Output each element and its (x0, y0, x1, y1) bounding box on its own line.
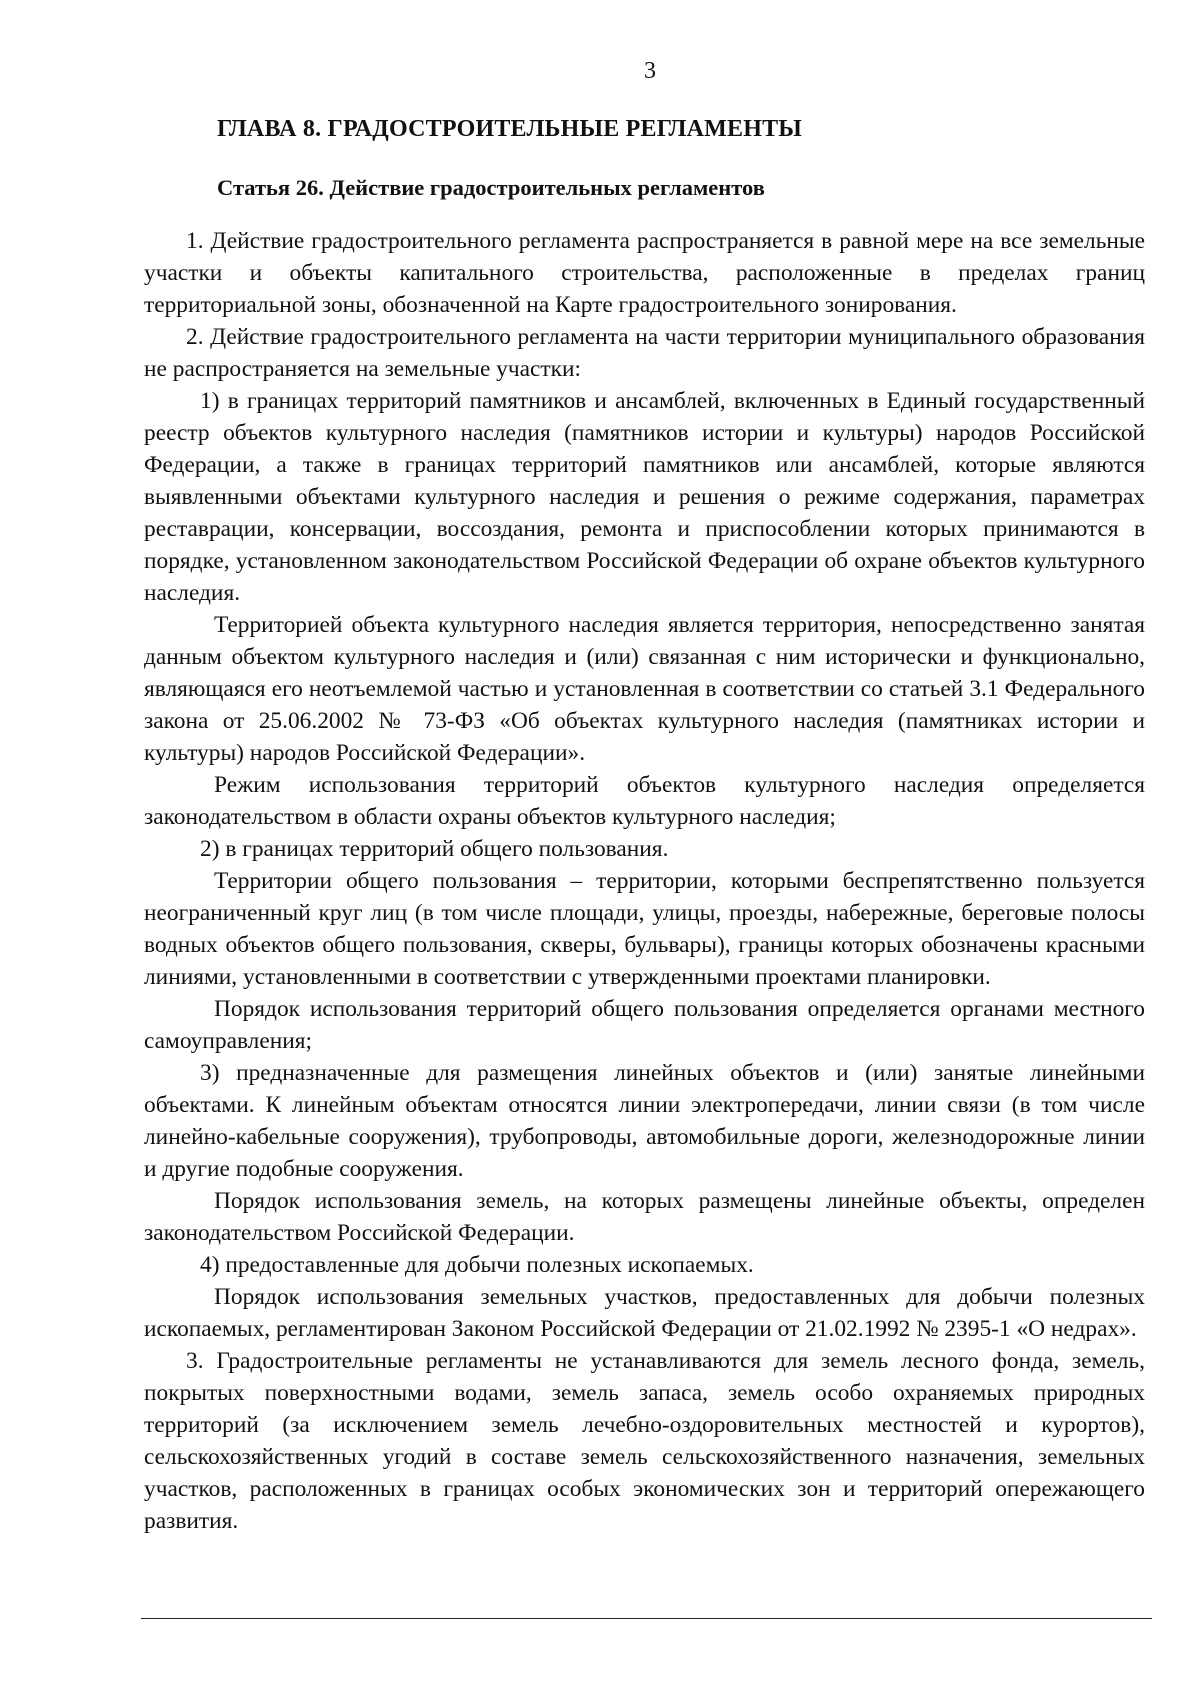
article-title: Статья 26. Действие градостроительных регламентов (217, 175, 765, 200)
paragraph-subclause-2: 2) в границах территорий общего пользования. (200, 836, 669, 862)
paragraph-linear-usage: Порядок использования земель, на которых размещены линейные объекты, определен законодательством Российской Федерации. (144, 1188, 1145, 1246)
paragraph-subclause-3: 3) предназначенные для размещения линейных объектов и (или) занятые линейными объектами. К линейным объектам относятся линии электропередачи, линии связи (в том числе линейно-кабельные сооружения), трубопроводы, автомобильные дороги, железнодорожные линии и другие подобные сооружения. (144, 1060, 1145, 1182)
article-body (144, 225, 1145, 1537)
page-number: 3 (644, 58, 656, 84)
paragraph-minerals-usage: Порядок использования земельных участков, предоставленных для добычи полезных ископаемых, регламентирован Законом Российской Федерации от 21.02.1992 № 2395-1 «О недрах». (144, 1284, 1145, 1342)
paragraph-heritage-regime: Режим использования территорий объектов культурного наследия определяется законодательством в области охраны объектов культурного наследия; (144, 772, 1145, 830)
paragraph-heritage-territory: Территорией объекта культурного наследия является территория, непосредственно занятая данным объектом культурного наследия и (или) связанная с ним исторически и функционально, являющаяся его неотъемлемой частью и установленная в соответствии со статьей 3.1 Федерального закона от 25.06.2002 № 73-ФЗ «Об объектах культурного наследия (памятниках истории и культуры) народов Российской Федерации». (144, 612, 1145, 766)
paragraph-public-usage: Порядок использования территорий общего пользования определяется органами местного самоуправления; (144, 996, 1145, 1054)
chapter-title: ГЛАВА 8. ГРАДОСТРОИТЕЛЬНЫЕ РЕГЛАМЕНТЫ (217, 116, 803, 142)
paragraph-subclause-4: 4) предоставленные для добычи полезных ископаемых. (200, 1252, 754, 1278)
paragraph-clause-3: 3. Градостроительные регламенты не устанавливаются для земель лесного фонда, земель, покрытых поверхностными водами, земель запаса, земель особо охраняемых природных территорий (за исключением земель лечебно-оздоровительных местностей и курортов), сельскохозяйственных угодий в составе земель сельскохозяйственного назначения, земельных участков, расположенных в границах особых экономических зон и территорий опережающего развития. (144, 1348, 1145, 1534)
footer-divider (141, 1618, 1152, 1619)
paragraph-clause-2: 2. Действие градостроительного регламента на части территории муниципального образования не распространяется на земельные участки: (144, 324, 1145, 382)
paragraph-subclause-1: 1) в границах территорий памятников и ансамблей, включенных в Единый государственный реестр объектов культурного наследия (памятников истории и культуры) народов Российской Федерации, а также в границах территорий памятников или ансамблей, которые являются выявленными объектами культурного наследия и решения о режиме содержания, параметрах реставрации, консервации, воссоздания, ремонта и приспособлении которых принимаются в порядке, установленном законодательством Российской Федерации об охране объектов культурного наследия. (144, 388, 1145, 606)
paragraph-clause-1: 1. Действие градостроительного регламента распространяется в равной мере на все земельные участки и объекты капитального строительства, расположенные в пределах границ территориальной зоны, обозначенной на Карте градостроительного зонирования. (144, 228, 1145, 318)
paragraph-public-territories: Территории общего пользования – территории, которыми беспрепятственно пользуется неограниченный круг лиц (в том числе площади, улицы, проезды, набережные, береговые полосы водных объектов общего пользования, скверы, бульвары), границы которых обозначены красными линиями, установленными в соответствии с утвержденными проектами планировки. (144, 868, 1145, 990)
